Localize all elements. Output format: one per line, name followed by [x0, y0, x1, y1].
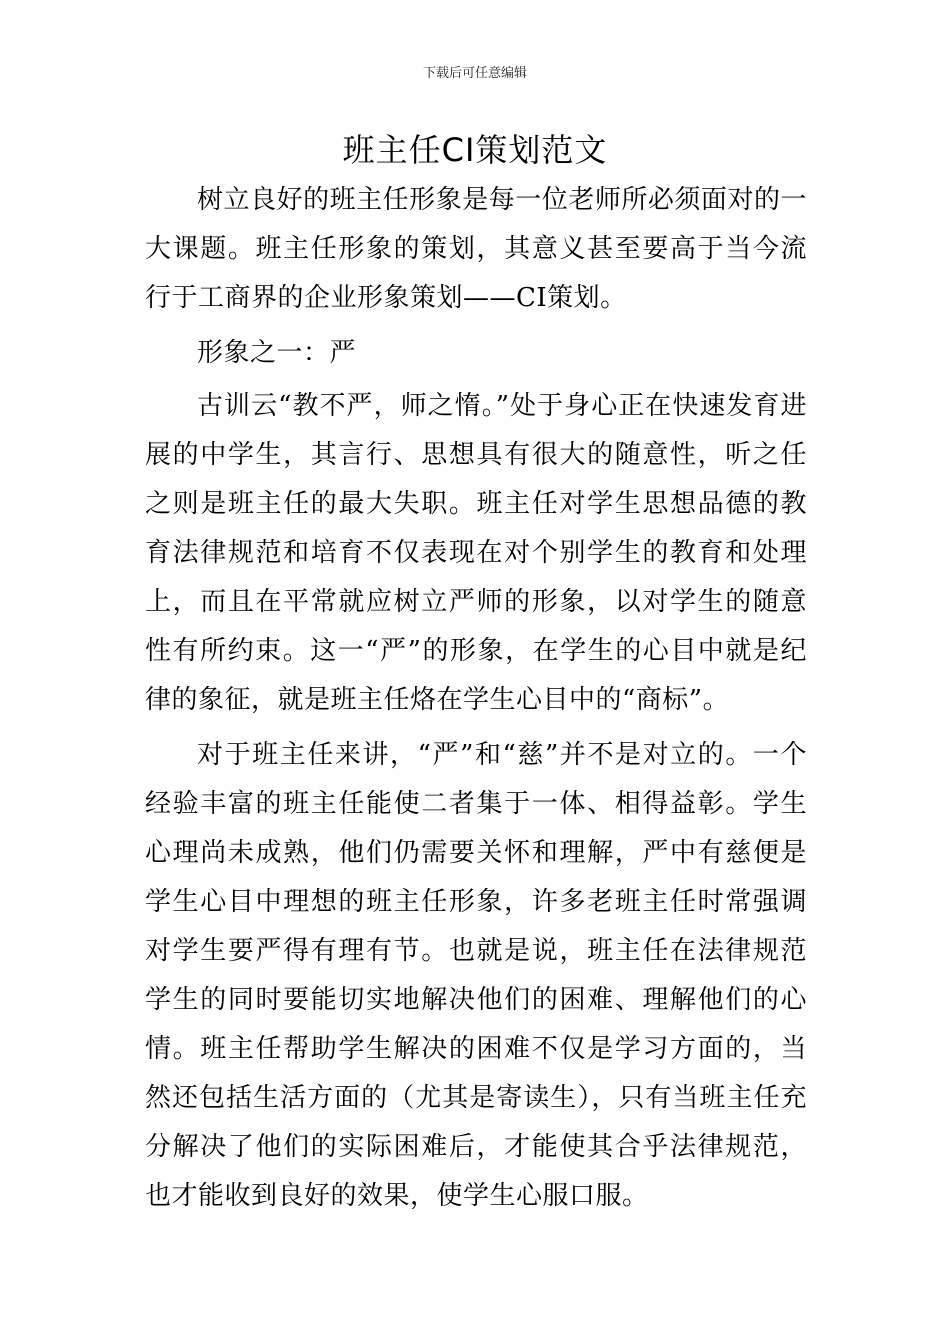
paragraph-strict: 古训云“教不严，师之惰。”处于身心正在快速发育进展的中学生，其言行、思想具有很大的随意性，听之任之则是班主任的最大失职。班主任对学生思想品德的教育法律规范和培育不仅表现在对个别学生的教育和处理上，而且在平常就应树立严师的形象，以对学生的随意性有所约束。这一“严”的形象，在学生的心目中就是纪律的象征，就是班主任烙在学生心目中的“商标”。 [145, 391, 807, 715]
paragraph-strict-and-kind: 对于班主任来讲，“严”和“慈”并不是对立的。一个经验丰富的班主任能使二者集于一体、相得益彰。学生心理尚未成熟，他们仍需要关怀和理解，严中有慈便是学生心目中理想的班主任形象，许多老班主任时常强调对学生要严得有理有节。也就是说，班主任在法律规范学生的同时要能切实地解决他们的困难、理解他们的心情。班主任帮助学生解决的困难不仅是学习方面的，当然还包括生活方面的（尤其是寄读生），只有当班主任充分解决了他们的实际困难后，才能使其合乎法律规范，也才能收到良好的效果，使学生心服口服。 [145, 740, 807, 1211]
document-body [145, 176, 807, 1221]
section-heading-strict: 形象之一：严 [197, 338, 357, 368]
paragraph-intro: 树立良好的班主任形象是每一位老师所必须面对的一大课题。班主任形象的策划，其意义甚至要高于当今流行于工商界的企业形象策划——CI策划。 [145, 185, 807, 313]
header-note: 下载后可任意编辑 [422, 66, 527, 81]
document-title: 班主任CI策划范文 [342, 131, 608, 169]
